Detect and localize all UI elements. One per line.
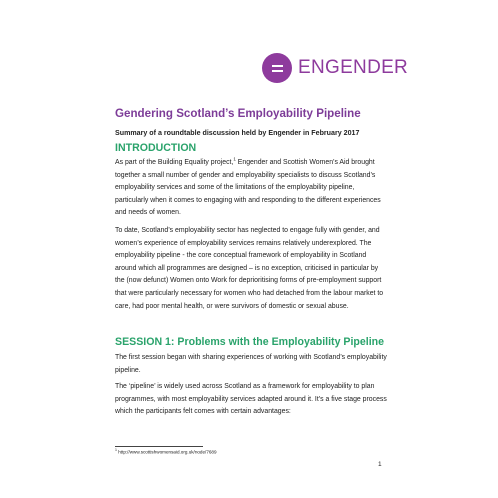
intro-p1-end: Engender and Scottish Women’s Aid brought together a small number of gender and employability specialists to discuss Scotland’s employability services and some of the limitations of the employability pipeline, particularly when it comes to engaging with and responding to the different experiences and needs of women. [115,159,381,217]
intro-paragraph-2: To date, Scotland’s employability sector has neglected to engage fully with gender, and women’s experience of employability services remains relatively underexplored. The employability pipeline - the core conceptual framework of employability in Scotland around which all programmes are designed – is no exception, criticised in particular by the (now defunct) Women onto Work for deprioritising forms of pre-employment support that were particularly necessary for women who had detached from the labour market to care, had poor mental health, or were survivors of domestic or sexual abuse. [115,227,384,310]
intro-heading: INTRODUCTION [115,142,197,154]
footnote [115,448,217,455]
footnote-marker: 1 [115,448,117,452]
footnote-link[interactable]: http://www.scottishwomensaid.org.uk/node/7689 [116,449,217,455]
session1-heading: SESSION 1: Problems with the Employability Pipeline [115,336,385,348]
session1-paragraph-1: The first session began with sharing experiences of working with Scotland’s employability pipeline. [115,354,387,374]
intro-paragraph-1 [115,157,387,220]
logo-text: ENGENDER [298,57,409,78]
document-title: Gendering Scotland’s Employability Pipeline [115,107,361,120]
equals-circle-icon [262,53,292,83]
session1-paragraph-2: The ‘pipeline’ is widely used across Scotland as a framework for employability to plan programmes, with most employability services adapted around it. It’s a five stage process which the participants felt comes with certain advantages: [115,383,387,416]
engender-logo [262,53,408,83]
footnote-ref: 1 [233,156,236,162]
page-number: 1 [378,461,382,468]
intro-p1-start: As part of the Building Equality project, [115,159,234,166]
footnote-divider [115,446,203,447]
document-summary: Summary of a roundtable discussion held by Engender in February 2017 [115,129,360,137]
